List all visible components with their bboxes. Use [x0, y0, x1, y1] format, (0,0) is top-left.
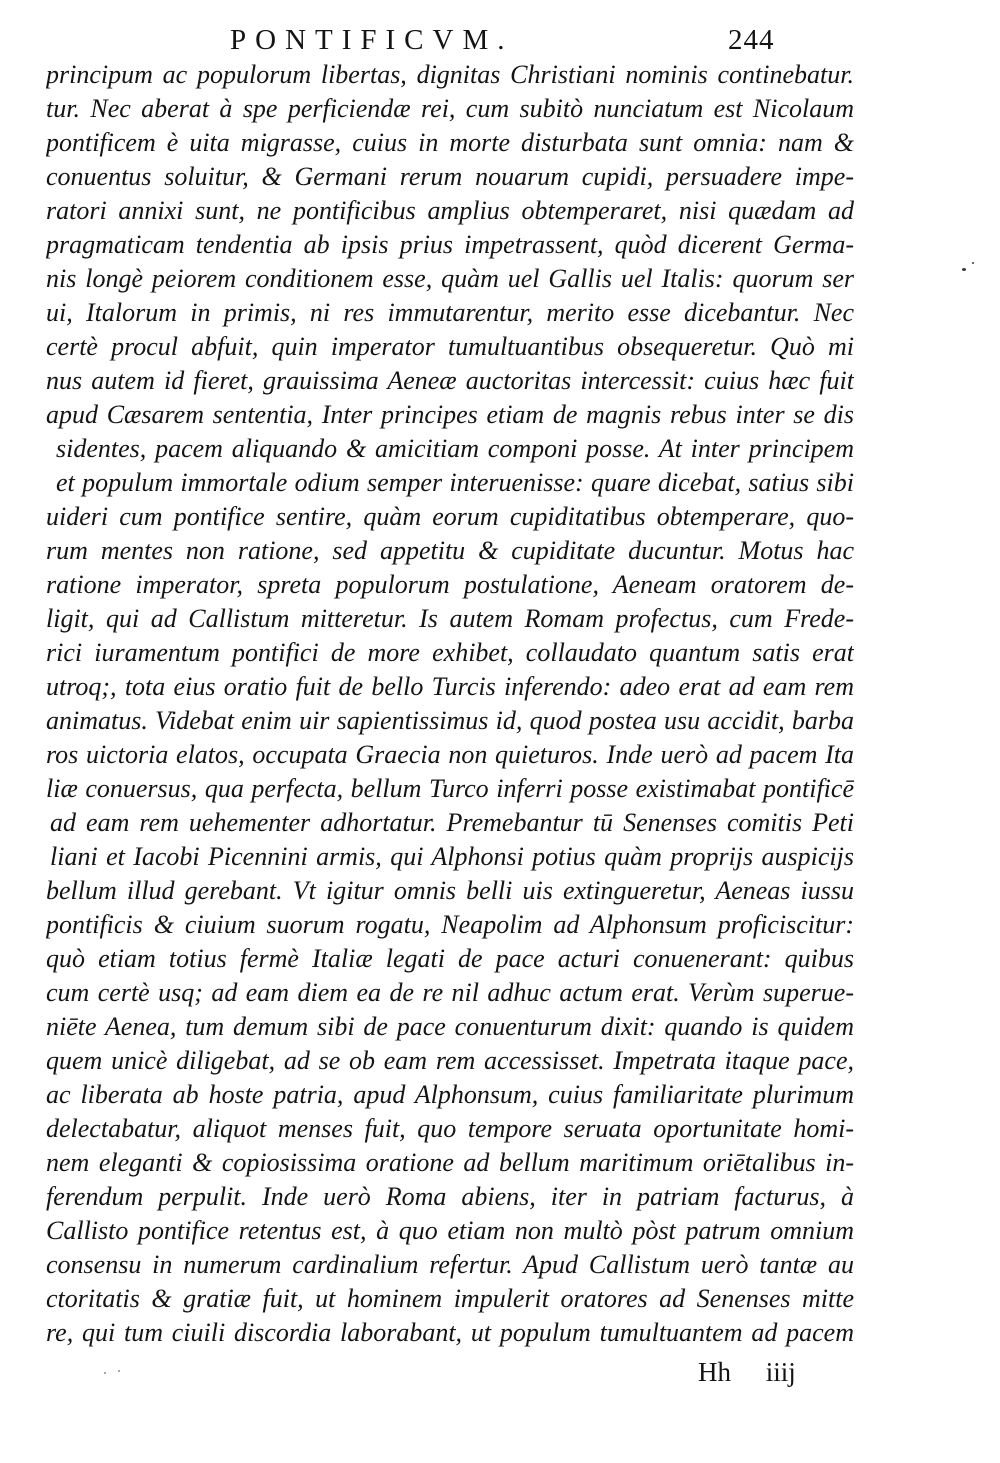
text-line: principum ac populorum libertas, dignitas Christiani nominis continebatur.	[46, 60, 854, 89]
text-line: quò etiam totius fermè Italiæ legati de pace acturi conuenerant: quibus	[46, 944, 854, 973]
signature-mark: Hh iiij	[698, 1357, 796, 1387]
text-line: niēte Aenea, tum demum sibi de pace conuenturum dixit: quando is quidem	[46, 1012, 854, 1041]
text-line: bellum illud gerebant. Vt igitur omnis belli uis extingueretur, Aeneas iussu	[46, 876, 854, 905]
text-line: quem unicè diligebat, ad se ob eam rem accessisset. Impetrata itaque pace,	[46, 1046, 854, 1075]
text-line: delectabatur, aliquot menses fuit, quo tempore seruata oportunitate homi-	[46, 1114, 854, 1143]
text-line: animatus. Videbat enim uir sapientissimus id, quod postea usu accidit, barba	[46, 706, 854, 735]
text-line: consensu in numerum cardinalium refertur. Apud Callistum uerò tantæ au	[46, 1250, 854, 1279]
ink-speck	[118, 1370, 120, 1372]
text-line: ac liberata ab hoste patria, apud Alphonsum, cuius familiaritate plurimum	[46, 1080, 854, 1109]
ink-speck	[972, 262, 974, 264]
text-line: liani et Iacobi Picennini armis, qui Alphonsi potius quàm proprijs auspicijs	[50, 842, 854, 871]
text-line: ratori annixi sunt, ne pontificibus amplius obtemperaret, nisi quædam ad	[46, 196, 854, 225]
text-line: nem eleganti & copiosissima oratione ad bellum maritimum oriētalibus in-	[46, 1148, 854, 1177]
text-line: cum certè usq; ad eam diem ea de re nil adhuc actum erat. Verùm superue-	[46, 978, 854, 1007]
text-line: pragmaticam tendentia ab ipsis prius impetrassent, quòd dicerent Germa-	[46, 230, 854, 259]
text-line: ferendum perpulit. Inde uerò Roma abiens, iter in patriam facturus, à	[46, 1182, 854, 1211]
text-line: re, qui tum ciuili discordia laborabant, ut populum tumultuantem ad pacem	[46, 1318, 854, 1347]
text-line: conuentus soluitur, & Germani rerum nouarum cupidi, persuadere impe-	[46, 162, 854, 191]
body-text	[46, 58, 854, 1350]
running-head: PONTIFICVM.	[230, 24, 514, 56]
text-line: ratione imperator, spreta populorum postulatione, Aeneam oratorem de-	[46, 570, 854, 599]
text-line: tur. Nec aberat à spe perficiendæ rei, cum subitò nunciatum est Nicolaum	[46, 94, 854, 123]
ink-speck	[962, 268, 966, 271]
text-line: rici iuramentum pontifici de more exhibet, collaudato quantum satis erat	[46, 638, 854, 667]
text-line: nis longè peiorem conditionem esse, quàm uel Gallis uel Italis: quorum ser	[46, 264, 854, 293]
text-line: pontificem è uita migrasse, cuius in morte disturbata sunt omnia: nam &	[46, 128, 854, 157]
text-line: certè procul abfuit, quin imperator tumultuantibus obsequeretur. Quò mi	[46, 332, 854, 361]
page-number: 244	[728, 24, 775, 56]
ink-speck	[104, 1372, 106, 1374]
text-line: ad eam rem uehementer adhortatur. Premebantur tū Senenses comitis Peti	[50, 808, 854, 837]
text-line: ros uictoria elatos, occupata Graecia non quieturos. Inde uerò ad pacem Ita	[46, 740, 854, 769]
text-line: et populum immortale odium semper interuenisse: quare dicebat, satius sibi	[56, 468, 854, 497]
text-line: pontificis & ciuium suorum rogatu, Neapolim ad Alphonsum proficiscitur:	[46, 910, 854, 939]
text-line: rum mentes non ratione, sed appetitu & cupiditate ducuntur. Motus hac	[46, 536, 854, 565]
text-line: utroq;, tota eius oratio fuit de bello Turcis inferendo: adeo erat ad eam rem	[46, 672, 854, 701]
text-line: nus autem id fieret, grauissima Aeneæ auctoritas intercessit: cuius hæc fuit	[46, 366, 854, 395]
text-line: liæ conuersus, qua perfecta, bellum Turco inferri posse existimabat pontificē	[46, 774, 854, 803]
text-line: Callisto pontifice retentus est, à quo etiam non multò pòst patrum omnium	[46, 1216, 854, 1245]
text-line: ctoritatis & gratiæ fuit, ut hominem impulerit oratores ad Senenses mitte	[46, 1284, 854, 1313]
text-line: ligit, qui ad Callistum mitteretur. Is autem Romam profectus, cum Frede-	[46, 604, 854, 633]
text-line: apud Cæsarem sententia, Inter principes etiam de magnis rebus inter se dis	[46, 400, 854, 429]
text-line: sidentes, pacem aliquando & amicitiam componi posse. At inter principem	[56, 434, 854, 463]
text-line: ui, Italorum in primis, ni res immutarentur, merito esse dicebantur. Nec	[46, 298, 854, 327]
text-line: uideri cum pontifice sentire, quàm eorum cupiditatibus obtemperare, quo-	[46, 502, 854, 531]
